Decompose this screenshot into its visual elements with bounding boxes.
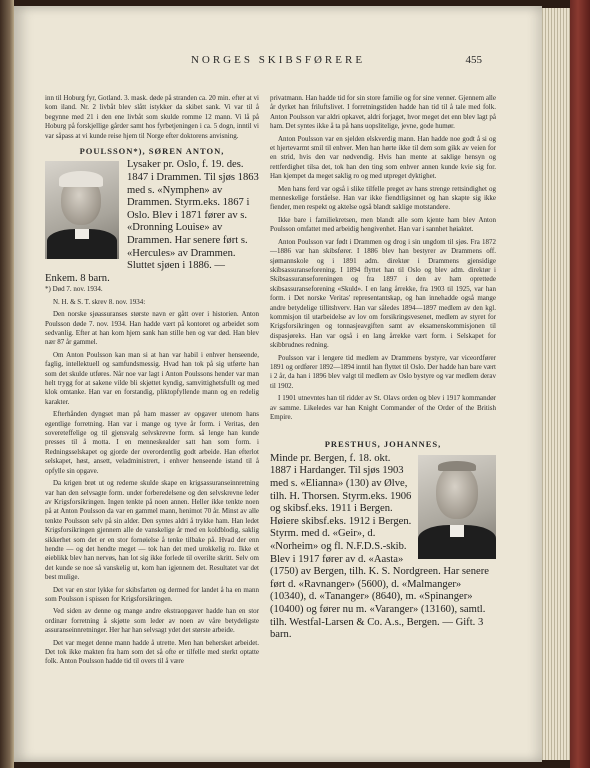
bio-poulsson: Lysaker pr. Oslo, f. 19. des. 1847 i Drammen. Til sjøs 1863 med s. «Nymphen» av Drammen. Styrm.eks. 1867 i Oslo. Blev i 1871 fører av s. «Dronning Louise» av Drammen. Har senere ført s. «Hercules» av Drammen. Sluttet sjøen i 1886. — Enkem. 8 barn. — [45, 159, 259, 284]
page-header — [14, 54, 542, 72]
right-paragraph: Poulsson var i lengere tid medlem av Drammens bystyre, var viceordfører 1891 og ordfører 1892—1894 inntil han flyttet til Oslo. Der hadde han bare vært i 2 år, da han i 1896 blev valgt til medlem av Oslo bystyre og var medlem derav til 1902. — [270, 353, 496, 390]
left-paragraph: Da krigen brøt ut og rederne skulde skape en krigsassuranseinnretning var han den selvsagte form. under forberedelsene og den selvskrevne leder av Krigsforsikringen. Ingen tenkte på noen annen. Heller ikke tenkte noen på at Anton Poulsson da var en gammel mann, henimot 70 år. Minst av alle tenkte Poulsson selv på sin alder. Den syntes aldri å trykke ham. Han ledet Krigsforsikringen gjennem alle de vanskelige år med en koldblodig, saklig sikkerhet som det er en stor fornøielse å tenke tilbake på. Hvad der enn hendte — og det hendte meget — tok han det med urokkelig ro. Ikke et øieblikk blev han nervøs, han lot sig ikke forlede til overilte skritt. Selv om det kunde se noe så vanskelig ut, kom han igjennem det. Resultatet var det best mulige. — [45, 479, 259, 582]
page-number: 455 — [465, 54, 482, 66]
footnote: *) Død 7. nov. 1934. — [45, 285, 103, 294]
right-paragraph: Men hans ferd var også i slike tilfelle preget av hans strenge rettsindighet og menneskelige forståelse. Han var ikke fiendtligsinnet og han skapte sig ikke fiender, men respekt og aktelse også blandt saklige motstandere. — [270, 184, 496, 212]
portrait-poulsson — [45, 161, 119, 259]
book-spine — [0, 0, 14, 768]
right-paragraph: privatmann. Han hadde tid for sin store familie og for sine venner. Gjennem alle år dyrket han friluftslivet. I forretningstiden hadde han tid til å tale med folk. Anton Poulsson var aldri opkavet, aldri forjaget, hvor meget det enn blev lagt på ham. Det syntes ikke å ta på hans uopslitelige, jevne, gode humør. — [270, 94, 496, 131]
entry-head-presthus: PRESTHUS, JOHANNES, — [324, 439, 442, 450]
page-edges — [540, 8, 572, 760]
book-page — [14, 6, 542, 762]
running-head: NORGES SKIBSFØRERE — [190, 54, 366, 66]
left-paragraph: Efterhånden dyngset man på ham masser av opgaver utenom hans egentlige forretning. Han var i mange og tyve år form. i Veritas, den sovereteffelige og til gjensvalg selvskrevne form. så lenge han kunde presses til å motta. I en menneskealder satt han som form. i Redningsselskapet og gjorde der overordentlig godt arbeide. Han efterlot selskapet, høst, ansett, veladministrert, i enhver henseende istand til å opfylle sin opgave. — [45, 410, 259, 475]
intro-paragraph: inn til Hoburg fyr, Gotland. 3. mask. døde på stranden ca. 20 min. efter at vi kom iland. Nr. 2 livbåt blev slått istykker da skibet sank. Vi var til å begynne med 21 i den ene livbåt som skulde romme 12 mann. Vi lå på Hoburg på forskjellige gårder samt hos fyrbetjeningen i ca. 5 dogn, inntil vi var såpass at vi kunde reise hjem til Norge efter doktorens anvisning. — [45, 94, 259, 140]
entry-head-poulsson: POULSSON*), SØREN ANTON, — [79, 146, 225, 157]
left-paragraph: Om Anton Poulsson kan man si at han var habil i enhver henseende, faglig, intellektuell og samfundsmessig. Hvad han tok på sig utførte han som det skulde utføres. Når noe var lagt i Anton Poulssons hender var man helt trygg for at sakene vilde bli skjøttet kyndig, samvittighetsfullt og med klok omtanke. Han var en forstandig, pliktopfyllende mann og en redelig karakter. — [45, 350, 259, 406]
right-paragraph: Ikke bare i familiekretsen, men blandt alle som kjente ham blev Anton Poulsson omfattet med arbeidig hengivenhet. Han var i sannhet høiaktet. — [270, 215, 496, 234]
left-paragraph: Det var meget denne mann hadde å utrette. Men han behersket arbeidet. Det tok ikke makten fra ham som det så ofte er tilfelle med sterkt optatte folk. Anton Poulsson hadde tid til overs til å være — [45, 638, 259, 666]
left-column — [45, 94, 259, 670]
left-paragraph: N. H. & S. T. skrev 8. nov. 1934: — [53, 297, 146, 306]
left-paragraph: Ved siden av denne og mange andre ekstraopgaver hadde han en stor ordinær forretning å skjøtte som leder av noen av våre betydeligste assuranseinnretninger. Her har han selvsagt ydet det største arbeide. — [45, 607, 259, 635]
portrait-presthus — [418, 455, 496, 559]
right-column — [270, 94, 496, 642]
book-cover-edge — [570, 0, 590, 768]
right-paragraph: Anton Poulsson var en sjelden elskverdig mann. Han hadde noe godt å si og et hjertevarmt smil til enhver. Men han hørte ikke til dem som gikk av veien for en strid, hvis den var nødvendig. Hvis han mente at saklige hensyn og rettferdighet tilsa det, tok han den ting som enhver annen kunde kvie sig for. Han kjempet da meget saklig ro og med utpreget dyktighet. — [270, 134, 496, 181]
bio-presthus: Minde pr. Bergen, f. 18. okt. 1887 i Hardanger. Til sjøs 1903 med s. «Elianna» (130) av Ølve, tilh. H. Thorsen. Styrm.eks. 1906 og skibsf.eks. 1911 i Bergen. Høiere skibsf.eks. 1912 i Bergen. Styrm. med d. «Geir», d. «Norheim» og fl. N.F.D.S.-skib. Blev i 1917 fører av d. «Aasta» (1750) av Bergen, tilh. K. S. Nordgreen. Har senere ført d. «Ravnanger» (5600), d. «Malmanger» (10340), d. «Tananger» (8640), m. «Spinanger» (10400) og fører nu m. «Varanger» (13160), samtl. tilh. Westfal-Larsen & Co. A.s., Bergen. — Gift. 3 barn. — [270, 452, 489, 641]
right-paragraph: Anton Poulsson var født i Drammen og drog i sin ungdom til sjøs. Fra 1872—1886 var han skibsfører. I 1886 blev han bestyrer av Drammens off. sjømannskole og i 1891 adm. direktør i Drammens gjensidige skibsassuranseforening. I 1894 flyttet han til Oslo og blev adm. direktør i Skibsassuranseforeningen og fra 1897 i den av ham oprettede skibsassuranseforening «Skuld». I en lang årrekke, fra 1903 til 1925, var han form. i Det norske Veritas' representantskap, og han innehadde også mange andre betydelige tillitshverv. Han var således 1894—1897 medlem av den kgl. kommisjon til utarbeidelse av lov om forsikringsvesenet, medlem av styret for Krigsforsikringen og tonnasjeavgiften samt av eksamenskommisjonen til dispasjøreks. Han var også i en lang årrekke vært form. i Selskapet for skibbrudnes redning. — [270, 237, 496, 350]
left-paragraph: Det var en stor lykke for skibsfarten og dermed for landet å ha en mann som Poulsson i spissen for Krigsforsikringen. — [45, 585, 259, 603]
right-paragraph: I 1901 utnevntes han til ridder av St. Olavs orden og blev i 1917 kommandør av samme. Likeledes var han Knight Commander of the Order of the British Empire. — [270, 394, 496, 421]
left-paragraph: Den norske sjøassuranses største navn er gått over i historien. Anton Poulsson døde 7. nov. 1934. Han hadde vært på kontoret og arbeidet som sedvanlig. Efter at han kom hjem sank han stille hen og var død. Han blev nær 87 år gammel. — [45, 310, 259, 347]
